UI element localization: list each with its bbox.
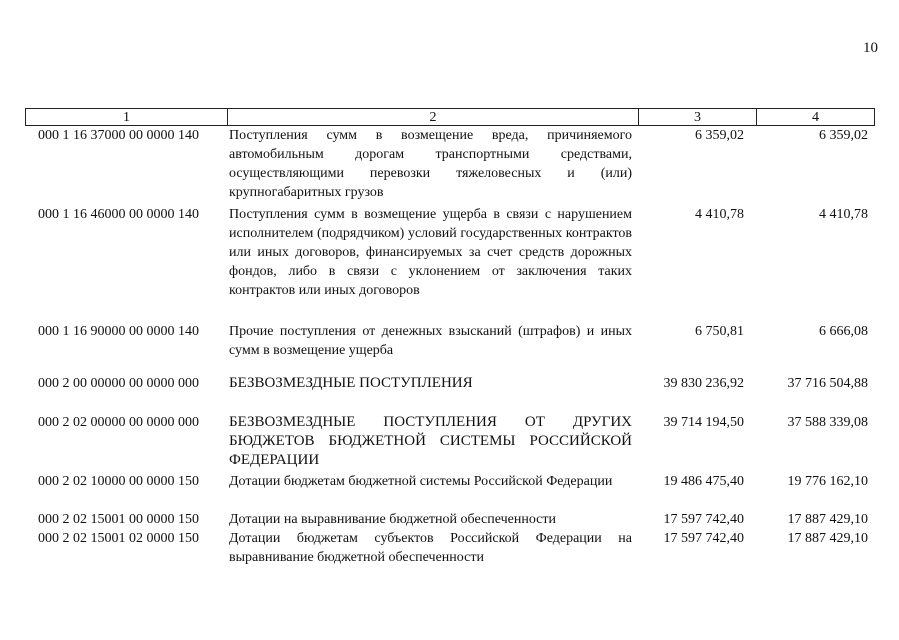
row-col4: 17 887 429,10	[787, 512, 868, 527]
row-col4: 17 887 429,10	[787, 531, 868, 546]
row-col4: 37 716 504,88	[787, 376, 868, 391]
row-col3: 6 750,81	[695, 324, 744, 339]
row-code: 000 1 16 46000 00 0000 140	[38, 207, 199, 222]
row-col4: 6 666,08	[819, 324, 868, 339]
row-name: Дотации на выравнивание бюджетной обеспеченности	[229, 512, 556, 527]
header-col-4: 4	[757, 109, 875, 126]
row-code: 000 2 02 00000 00 0000 000	[38, 415, 199, 430]
row-col4: 19 776 162,10	[787, 474, 868, 489]
row-col3: 39 714 194,50	[663, 415, 744, 430]
row-name: Поступления сумм в возмещение ущерба в связи с нарушением исполнителем (подрядчиком) условий государственных контрактов или иных договоров, финансируемых за счет средств дорожных фондов, либо в связи с уклонением от заключения таких контрактов или иных договоров	[229, 207, 632, 298]
row-code: 000 2 02 15001 02 0000 150	[38, 531, 199, 546]
row-code: 000 1 16 90000 00 0000 140	[38, 324, 199, 339]
row-name: Дотации бюджетам субъектов Российской Федерации на выравнивание бюджетной обеспеченности	[229, 531, 632, 565]
row-code: 000 2 02 10000 00 0000 150	[38, 474, 199, 489]
header-col-2: 2	[228, 109, 639, 126]
row-name: Дотации бюджетам бюджетной системы Российской Федерации	[229, 474, 613, 489]
row-code: 000 1 16 37000 00 0000 140	[38, 128, 199, 143]
row-col3: 6 359,02	[695, 128, 744, 143]
row-code: 000 2 02 15001 00 0000 150	[38, 512, 199, 527]
row-col3: 4 410,78	[695, 207, 744, 222]
row-col4: 4 410,78	[819, 207, 868, 222]
row-col3: 19 486 475,40	[663, 474, 744, 489]
row-name: Поступления сумм в возмещение вреда, причиняемого автомобильным дорогам транспортными средствами, осуществляющими перевозки тяжеловесных и (или) крупногабаритных грузов	[229, 128, 632, 200]
header-col-3: 3	[639, 109, 757, 126]
row-col3: 17 597 742,40	[663, 512, 744, 527]
row-name: БЕЗВОЗМЕЗДНЫЕ ПОСТУПЛЕНИЯ	[229, 375, 473, 391]
row-name: БЕЗВОЗМЕЗДНЫЕ ПОСТУПЛЕНИЯ ОТ ДРУГИХ БЮДЖЕТОВ БЮДЖЕТНОЙ СИСТЕМЫ РОССИЙСКОЙ ФЕДЕРАЦИИ	[229, 414, 632, 468]
page-number: 10	[863, 40, 878, 56]
row-col3: 17 597 742,40	[663, 531, 744, 546]
row-col3: 39 830 236,92	[663, 376, 744, 391]
table-header	[25, 108, 875, 126]
row-col4: 6 359,02	[819, 128, 868, 143]
row-code: 000 2 00 00000 00 0000 000	[38, 376, 199, 391]
row-name: Прочие поступления от денежных взысканий (штрафов) и иных сумм в возмещение ущерба	[229, 324, 632, 358]
header-col-1: 1	[26, 109, 228, 126]
row-col4: 37 588 339,08	[787, 415, 868, 430]
